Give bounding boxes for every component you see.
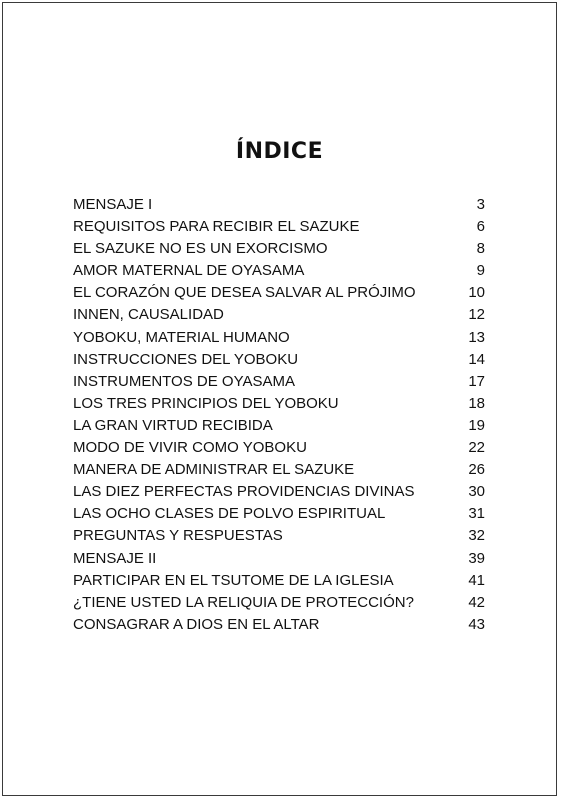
toc-entry-title: PREGUNTAS Y RESPUESTAS [73, 527, 283, 545]
toc-entry-title: REQUISITOS PARA RECIBIR EL SAZUKE [73, 218, 360, 236]
toc-entry-page: 12 [468, 306, 485, 324]
toc-entry-page: 32 [468, 527, 485, 545]
toc-entry-page: 43 [468, 615, 485, 633]
toc-entry-title: LAS OCHO CLASES DE POLVO ESPIRITUAL [73, 505, 386, 523]
toc-entry-title: MENSAJE I [73, 196, 153, 213]
toc-entry [73, 437, 485, 459]
toc-entry-page: 13 [468, 328, 485, 346]
toc-entry-title: MANERA DE ADMINISTRAR EL SAZUKE [73, 461, 355, 479]
toc-entry [73, 371, 485, 393]
toc-entry-title: LA GRAN VIRTUD RECIBIDA [73, 416, 273, 434]
toc-entry-page: 18 [468, 394, 485, 412]
toc-entry [73, 503, 485, 525]
toc-entry-page: 10 [468, 284, 485, 302]
toc-entry-title: MENSAJE II [73, 549, 157, 567]
toc-entry-title: MODO DE VIVIR COMO YOBOKU [73, 439, 307, 457]
toc-entry [73, 415, 485, 437]
document-page [2, 2, 557, 796]
toc-entry-page: 3 [476, 196, 485, 213]
toc-entry-title: AMOR MATERNAL DE OYASAMA [73, 262, 305, 280]
toc-entry [73, 194, 485, 216]
toc-entry [73, 304, 485, 326]
toc-entry [73, 327, 485, 349]
toc-entry [73, 393, 485, 415]
toc-entry-page: 42 [468, 593, 485, 611]
toc-entry-title: PARTICIPAR EN EL TSUTOME DE LA IGLESIA [73, 571, 394, 589]
toc-entry [73, 614, 485, 636]
toc-entry [73, 525, 485, 547]
toc-entry-page: 22 [468, 439, 485, 457]
toc-entry [73, 216, 485, 238]
toc-entry-page: 26 [468, 461, 485, 479]
toc-entry [73, 481, 485, 503]
toc-entry-page: 31 [468, 505, 485, 523]
toc-entry-page: 19 [468, 416, 485, 434]
toc-entry-title: CONSAGRAR A DIOS EN EL ALTAR [73, 615, 320, 633]
toc-entry-title: LOS TRES PRINCIPIOS DEL YOBOKU [73, 394, 339, 412]
toc-entry-page: 41 [468, 571, 485, 589]
toc-entry-title: YOBOKU, MATERIAL HUMANO [73, 328, 290, 346]
toc-entry [73, 592, 485, 614]
toc-entry [73, 349, 485, 371]
toc-entry-page: 8 [476, 240, 485, 258]
toc-entry-page: 17 [468, 372, 485, 390]
toc-entry [73, 282, 485, 304]
toc-entry-title: INNEN, CAUSALIDAD [73, 306, 224, 324]
toc-entry-title: INSTRUCCIONES DEL YOBOKU [73, 350, 299, 368]
toc-entry [73, 260, 485, 282]
toc-entry-page: 39 [468, 549, 485, 567]
toc-entry [73, 548, 485, 570]
toc-entry-page: 14 [468, 350, 485, 368]
toc-entry-title: LAS DIEZ PERFECTAS PROVIDENCIAS DIVINAS [73, 483, 415, 501]
toc-entry-title: INSTRUMENTOS DE OYASAMA [73, 372, 295, 390]
toc-entry-title: ¿TIENE USTED LA RELIQUIA DE PROTECCIÓN? [73, 593, 414, 611]
toc-entry-title: EL SAZUKE NO ES UN EXORCISMO [73, 240, 328, 258]
page-title: ÍNDICE [235, 139, 324, 164]
toc-entry [73, 459, 485, 481]
toc-entry [73, 238, 485, 260]
toc-entry-title: EL CORAZÓN QUE DESEA SALVAR AL PRÓJIMO [73, 284, 416, 302]
toc-entry-page: 6 [476, 218, 485, 236]
toc-entry-page: 30 [468, 483, 485, 501]
toc-entry [73, 570, 485, 592]
toc-entry-page: 9 [476, 262, 485, 280]
table-of-contents [73, 194, 485, 636]
